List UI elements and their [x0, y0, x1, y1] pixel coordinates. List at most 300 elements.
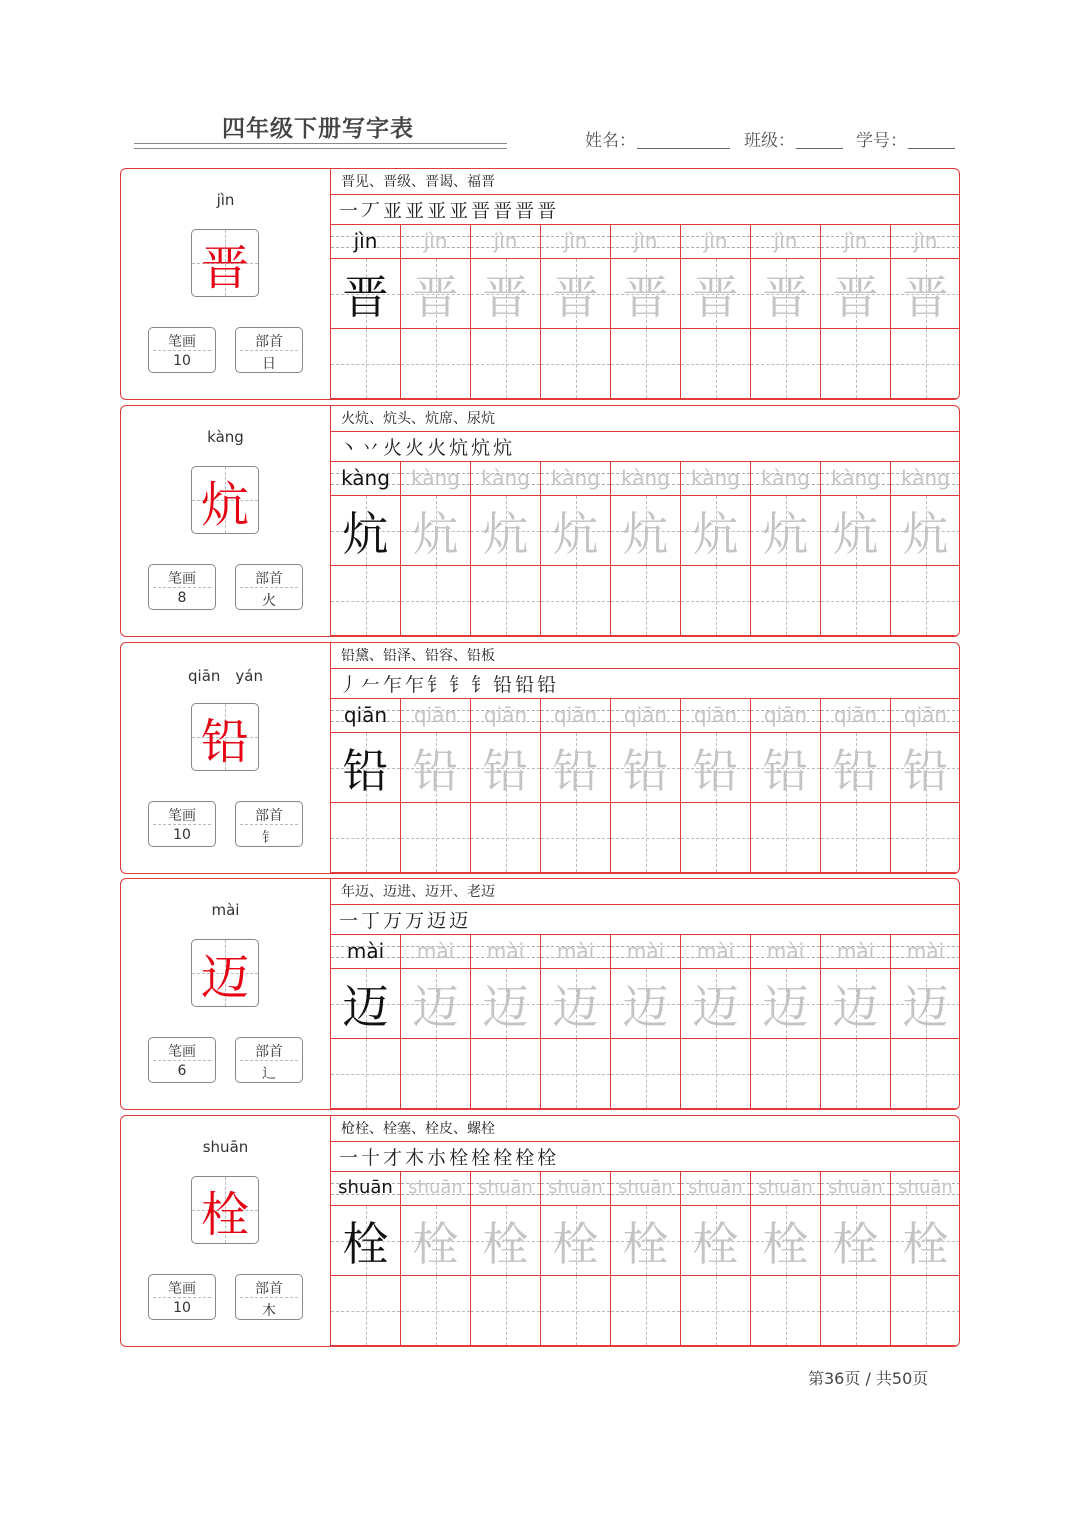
student-id-field[interactable]	[908, 148, 955, 149]
character-info-panel	[121, 643, 331, 873]
stroke-count-value: 10	[173, 1300, 191, 1316]
pinyin-practice-cell[interactable]	[401, 462, 471, 496]
practice-character: 炕	[342, 506, 389, 561]
blank-writing-cell[interactable]	[751, 566, 821, 636]
divider	[153, 350, 211, 351]
pinyin-label: mài	[211, 901, 240, 919]
stroke-step: 一	[339, 200, 359, 222]
blank-writing-cell[interactable]	[401, 803, 471, 873]
blank-writing-cell[interactable]	[401, 329, 471, 399]
title-underline	[134, 143, 507, 144]
character-practice-cell[interactable]	[541, 259, 611, 329]
pinyin-practice-text: jìn	[493, 229, 518, 253]
pinyin-practice-text: kàng	[341, 466, 390, 490]
model-character-box	[191, 229, 259, 297]
radical-label: 部首	[255, 808, 283, 824]
character-practice-cell[interactable]	[541, 969, 611, 1039]
pinyin-practice-text: shuān	[338, 1177, 393, 1198]
blank-writing-cell[interactable]	[331, 803, 401, 873]
stroke-step: 钅	[449, 674, 469, 696]
practice-grid	[331, 462, 959, 636]
practice-character: 铅	[412, 743, 459, 798]
example-words: 年迈、迈进、迈开、老迈	[331, 879, 959, 905]
pinyin-practice-cell[interactable]	[331, 225, 401, 259]
blank-writing-cell[interactable]	[541, 1039, 611, 1109]
character-practice-cell[interactable]	[821, 969, 891, 1039]
practice-character: 迈	[762, 979, 809, 1034]
pinyin-practice-cell[interactable]	[541, 935, 611, 969]
pinyin-practice-cell[interactable]	[401, 1172, 471, 1206]
character-practice-cell[interactable]	[331, 733, 401, 803]
character-practice-cell[interactable]	[401, 496, 471, 566]
pinyin-practice-text: mài	[906, 939, 945, 963]
pinyin-practice-cell[interactable]	[681, 225, 751, 259]
blank-writing-cell[interactable]	[751, 1039, 821, 1109]
stroke-step: 𠂉	[361, 674, 381, 696]
character-practice-cell[interactable]	[751, 969, 821, 1039]
pinyin-practice-cell[interactable]	[821, 935, 891, 969]
practice-grid	[331, 225, 959, 399]
character-practice-cell[interactable]	[611, 496, 681, 566]
example-words: 枪栓、栓塞、栓皮、螺栓	[331, 1116, 959, 1142]
practice-character: 铅	[832, 743, 879, 798]
practice-character: 迈	[552, 979, 599, 1034]
pinyin-practice-cell[interactable]	[681, 699, 751, 733]
stroke-count-value: 10	[173, 353, 191, 369]
stroke-count-label: 笔画	[168, 1281, 196, 1297]
pinyin-practice-text: mài	[416, 939, 455, 963]
pinyin-practice-text: shuān	[758, 1177, 813, 1198]
pinyin-practice-cell[interactable]	[471, 699, 541, 733]
character-practice-cell[interactable]	[751, 496, 821, 566]
blank-writing-cell[interactable]	[821, 329, 891, 399]
stroke-order-row	[331, 669, 959, 699]
pinyin-practice-text: shuān	[408, 1177, 463, 1198]
character-practice-cell[interactable]	[891, 1206, 960, 1276]
practice-character: 晋	[902, 269, 949, 324]
stroke-step: 丆	[361, 200, 381, 222]
pinyin-practice-cell[interactable]	[821, 462, 891, 496]
character-practice-cell[interactable]	[541, 496, 611, 566]
stroke-order-row	[331, 905, 959, 935]
character-practice-cell[interactable]	[401, 1206, 471, 1276]
student-id-label: 学号：	[856, 131, 907, 151]
character-info-panel	[121, 406, 331, 636]
character-practice-cell[interactable]	[471, 969, 541, 1039]
pinyin-practice-cell[interactable]	[331, 462, 401, 496]
blank-writing-cell[interactable]	[891, 566, 960, 636]
blank-writing-cell[interactable]	[681, 1276, 751, 1346]
stroke-step: 一	[339, 1147, 359, 1169]
character-card	[120, 405, 960, 637]
pinyin-practice-cell[interactable]	[611, 1172, 681, 1206]
pinyin-practice-cell[interactable]	[541, 462, 611, 496]
practice-character: 栓	[902, 1216, 949, 1271]
pinyin-label: shuān	[202, 1138, 249, 1156]
practice-character: 晋	[832, 269, 879, 324]
character-practice-cell[interactable]	[331, 1206, 401, 1276]
character-practice-cell[interactable]	[821, 259, 891, 329]
character-practice-cell[interactable]	[821, 496, 891, 566]
practice-character: 栓	[482, 1216, 529, 1271]
worksheet-title: 四年级下册写字表	[222, 116, 414, 142]
blank-writing-cell[interactable]	[681, 1039, 751, 1109]
class-field[interactable]	[796, 148, 843, 149]
pinyin-practice-cell[interactable]	[331, 699, 401, 733]
stroke-step: 木	[405, 1147, 425, 1169]
pinyin-practice-text: mài	[836, 939, 875, 963]
pinyin-label: kàng	[207, 428, 244, 446]
stroke-step: 才	[383, 1147, 403, 1169]
blank-writing-cell[interactable]	[471, 1276, 541, 1346]
blank-writing-cell[interactable]	[611, 566, 681, 636]
stroke-step: 栓	[515, 1147, 535, 1169]
blank-writing-cell[interactable]	[401, 1276, 471, 1346]
blank-writing-cell[interactable]	[681, 329, 751, 399]
character-practice-cell[interactable]	[821, 1206, 891, 1276]
divider	[153, 587, 211, 588]
blank-writing-cell[interactable]	[541, 803, 611, 873]
pinyin-practice-cell[interactable]	[821, 1172, 891, 1206]
blank-writing-cell[interactable]	[681, 803, 751, 873]
pinyin-practice-cell[interactable]	[401, 935, 471, 969]
character-practice-cell[interactable]	[751, 733, 821, 803]
character-practice-cell[interactable]	[401, 969, 471, 1039]
pinyin-practice-cell[interactable]	[401, 699, 471, 733]
practice-character: 铅	[692, 743, 739, 798]
pinyin-practice-text: kàng	[901, 466, 950, 490]
blank-writing-cell[interactable]	[401, 1039, 471, 1109]
model-character: 迈	[200, 949, 249, 1006]
practice-character: 迈	[902, 979, 949, 1034]
pinyin-practice-cell[interactable]	[751, 935, 821, 969]
pinyin-practice-text: mài	[766, 939, 805, 963]
model-character-box	[191, 466, 259, 534]
stroke-step: 炕	[449, 437, 469, 459]
blank-writing-cell[interactable]	[821, 566, 891, 636]
radical-label: 部首	[255, 571, 283, 587]
blank-writing-cell[interactable]	[751, 1276, 821, 1346]
blank-writing-cell[interactable]	[891, 1276, 960, 1346]
radical-value: 辶	[262, 1066, 276, 1082]
character-card	[120, 642, 960, 874]
blank-writing-cell[interactable]	[821, 803, 891, 873]
name-label: 姓名：	[585, 131, 636, 151]
stroke-step: 丷	[361, 437, 381, 459]
blank-writing-cell[interactable]	[821, 1039, 891, 1109]
example-words: 火炕、炕头、炕席、尿炕	[331, 406, 959, 432]
stroke-count-box	[148, 801, 216, 847]
radical-value: 火	[262, 593, 276, 609]
pinyin-practice-cell[interactable]	[611, 935, 681, 969]
character-practice-cell[interactable]	[751, 259, 821, 329]
pinyin-practice-cell[interactable]	[471, 462, 541, 496]
character-practice-cell[interactable]	[891, 733, 960, 803]
blank-writing-cell[interactable]	[471, 566, 541, 636]
blank-writing-cell[interactable]	[821, 1276, 891, 1346]
practice-character: 晋	[482, 269, 529, 324]
pinyin-practice-cell[interactable]	[401, 225, 471, 259]
practice-character: 栓	[762, 1216, 809, 1271]
pinyin-practice-text: mài	[626, 939, 665, 963]
stroke-count-box	[148, 327, 216, 373]
stroke-count-value: 10	[173, 827, 191, 843]
stroke-step: 晋	[471, 200, 491, 222]
pinyin-practice-text: mài	[556, 939, 595, 963]
pinyin-practice-text: jìn	[353, 229, 378, 253]
character-practice-cell[interactable]	[681, 496, 751, 566]
blank-writing-cell[interactable]	[331, 1039, 401, 1109]
practice-grid	[331, 699, 959, 873]
blank-writing-cell[interactable]	[891, 803, 960, 873]
pinyin-practice-text: shuān	[548, 1177, 603, 1198]
blank-writing-cell[interactable]	[611, 1276, 681, 1346]
pinyin-practice-cell[interactable]	[681, 1172, 751, 1206]
model-character-box	[191, 703, 259, 771]
pinyin-practice-cell[interactable]	[681, 462, 751, 496]
stroke-count-box	[148, 1037, 216, 1083]
practice-character: 炕	[622, 506, 669, 561]
blank-writing-cell[interactable]	[331, 1276, 401, 1346]
pinyin-practice-cell[interactable]	[891, 225, 960, 259]
pinyin-practice-cell[interactable]	[891, 1172, 960, 1206]
character-practice-cell[interactable]	[471, 496, 541, 566]
stroke-step: 钅	[427, 674, 447, 696]
character-practice-cell[interactable]	[891, 969, 960, 1039]
pinyin-label: jìn	[216, 191, 235, 209]
pinyin-practice-cell[interactable]	[751, 1172, 821, 1206]
pinyin-practice-cell[interactable]	[471, 935, 541, 969]
stroke-step: 火	[383, 437, 403, 459]
pinyin-practice-cell[interactable]	[821, 699, 891, 733]
pinyin-practice-cell[interactable]	[611, 699, 681, 733]
radical-value: 日	[262, 356, 276, 372]
pinyin-practice-text: jìn	[563, 229, 588, 253]
stroke-step: 丿	[339, 674, 359, 696]
pinyin-practice-text: mài	[346, 939, 385, 963]
practice-character: 炕	[832, 506, 879, 561]
blank-writing-cell[interactable]	[541, 1276, 611, 1346]
practice-character: 炕	[762, 506, 809, 561]
practice-character: 炕	[482, 506, 529, 561]
character-card	[120, 1115, 960, 1347]
blank-writing-cell[interactable]	[891, 329, 960, 399]
blank-writing-cell[interactable]	[471, 1039, 541, 1109]
character-practice-cell[interactable]	[891, 259, 960, 329]
stroke-count-box	[148, 1274, 216, 1320]
character-practice-cell[interactable]	[611, 969, 681, 1039]
blank-writing-cell[interactable]	[751, 803, 821, 873]
blank-writing-cell[interactable]	[681, 566, 751, 636]
practice-panel	[331, 406, 959, 636]
stroke-count-box	[148, 564, 216, 610]
practice-panel	[331, 1116, 959, 1346]
character-practice-cell[interactable]	[401, 259, 471, 329]
class-label: 班级：	[744, 131, 795, 151]
stroke-step: 晋	[493, 200, 513, 222]
character-practice-cell[interactable]	[471, 1206, 541, 1276]
practice-character: 迈	[692, 979, 739, 1034]
pinyin-practice-cell[interactable]	[541, 225, 611, 259]
blank-writing-cell[interactable]	[751, 329, 821, 399]
stroke-step: 火	[405, 437, 425, 459]
radical-label: 部首	[255, 334, 283, 350]
stroke-step: 炕	[471, 437, 491, 459]
character-practice-cell[interactable]	[401, 733, 471, 803]
practice-character: 晋	[552, 269, 599, 324]
character-info-panel	[121, 879, 331, 1109]
character-practice-cell[interactable]	[331, 496, 401, 566]
character-practice-cell[interactable]	[681, 969, 751, 1039]
character-practice-cell[interactable]	[681, 259, 751, 329]
stroke-order-row	[331, 1142, 959, 1172]
character-practice-cell[interactable]	[681, 1206, 751, 1276]
character-practice-cell[interactable]	[331, 259, 401, 329]
pinyin-practice-text: kàng	[831, 466, 880, 490]
pinyin-practice-cell[interactable]	[611, 225, 681, 259]
blank-writing-cell[interactable]	[611, 1039, 681, 1109]
stroke-step: 晋	[537, 200, 557, 222]
practice-character: 栓	[412, 1216, 459, 1271]
example-words: 铅黛、铅泽、铅容、铅板	[331, 643, 959, 669]
character-practice-cell[interactable]	[751, 1206, 821, 1276]
model-character: 晋	[200, 239, 249, 296]
blank-writing-cell[interactable]	[331, 329, 401, 399]
practice-character: 迈	[482, 979, 529, 1034]
pinyin-practice-text: qiān	[413, 703, 458, 727]
divider	[153, 824, 211, 825]
character-practice-cell[interactable]	[611, 259, 681, 329]
stroke-step: 一	[339, 910, 359, 932]
stroke-order-row	[331, 195, 959, 225]
stroke-step: 亚	[427, 200, 447, 222]
radical-box	[235, 1037, 303, 1083]
character-practice-cell[interactable]	[471, 259, 541, 329]
practice-character: 炕	[902, 506, 949, 561]
radical-value: 木	[262, 1303, 276, 1319]
stroke-step: 十	[361, 1147, 381, 1169]
pinyin-practice-cell[interactable]	[751, 225, 821, 259]
blank-writing-cell[interactable]	[611, 329, 681, 399]
divider	[240, 1297, 298, 1298]
stroke-step: 乍	[405, 674, 425, 696]
pinyin-practice-cell[interactable]	[541, 1172, 611, 1206]
stroke-step: 亚	[449, 200, 469, 222]
practice-character: 迈	[342, 979, 389, 1034]
blank-writing-cell[interactable]	[891, 1039, 960, 1109]
pinyin-practice-text: qiān	[693, 703, 738, 727]
pinyin-practice-cell[interactable]	[331, 935, 401, 969]
pinyin-practice-text: qiān	[763, 703, 808, 727]
practice-character: 栓	[342, 1216, 389, 1271]
practice-character: 铅	[482, 743, 529, 798]
blank-writing-cell[interactable]	[471, 803, 541, 873]
pinyin-practice-cell[interactable]	[611, 462, 681, 496]
pinyin-practice-cell[interactable]	[541, 699, 611, 733]
pinyin-practice-cell[interactable]	[751, 699, 821, 733]
model-character-box	[191, 1176, 259, 1244]
practice-character: 铅	[762, 743, 809, 798]
pinyin-practice-text: qiān	[833, 703, 878, 727]
practice-character: 栓	[552, 1216, 599, 1271]
stroke-step: 亚	[383, 200, 403, 222]
blank-writing-cell[interactable]	[471, 329, 541, 399]
stroke-step: 丶	[339, 437, 359, 459]
pinyin-practice-cell[interactable]	[821, 225, 891, 259]
blank-writing-cell[interactable]	[401, 566, 471, 636]
practice-character: 晋	[342, 269, 389, 324]
practice-panel	[331, 169, 959, 399]
character-practice-cell[interactable]	[611, 1206, 681, 1276]
character-practice-cell[interactable]	[541, 733, 611, 803]
stroke-count-label: 笔画	[168, 1044, 196, 1060]
model-character: 栓	[200, 1186, 249, 1243]
pinyin-practice-cell[interactable]	[681, 935, 751, 969]
divider	[153, 1297, 211, 1298]
radical-box	[235, 1274, 303, 1320]
pinyin-practice-text: qiān	[623, 703, 668, 727]
pinyin-practice-cell[interactable]	[471, 225, 541, 259]
pinyin-practice-cell[interactable]	[331, 1172, 401, 1206]
name-field[interactable]	[637, 148, 730, 149]
pinyin-practice-cell[interactable]	[891, 699, 960, 733]
practice-character: 迈	[622, 979, 669, 1034]
pinyin-practice-text: jìn	[633, 229, 658, 253]
character-practice-cell[interactable]	[891, 496, 960, 566]
character-practice-cell[interactable]	[681, 733, 751, 803]
blank-writing-cell[interactable]	[611, 803, 681, 873]
pinyin-practice-text: kàng	[481, 466, 530, 490]
pinyin-practice-cell[interactable]	[471, 1172, 541, 1206]
practice-character: 炕	[412, 506, 459, 561]
stroke-step: 栓	[449, 1147, 469, 1169]
pinyin-practice-cell[interactable]	[891, 935, 960, 969]
title-underline-2	[134, 148, 507, 149]
practice-character: 晋	[762, 269, 809, 324]
stroke-count-value: 8	[177, 590, 187, 606]
practice-character: 迈	[832, 979, 879, 1034]
divider	[240, 1060, 298, 1061]
stroke-step: 炕	[493, 437, 513, 459]
practice-panel	[331, 643, 959, 873]
blank-writing-cell[interactable]	[331, 566, 401, 636]
practice-character: 晋	[692, 269, 739, 324]
stroke-step: 栓	[537, 1147, 557, 1169]
character-practice-cell[interactable]	[471, 733, 541, 803]
character-practice-cell[interactable]	[331, 969, 401, 1039]
model-character: 铅	[200, 713, 249, 770]
example-words: 晋见、晋级、晋谒、福晋	[331, 169, 959, 195]
character-practice-cell[interactable]	[821, 733, 891, 803]
blank-writing-cell[interactable]	[541, 566, 611, 636]
pinyin-practice-cell[interactable]	[751, 462, 821, 496]
stroke-step: 丁	[361, 910, 381, 932]
stroke-step: 铅	[515, 674, 535, 696]
character-practice-cell[interactable]	[541, 1206, 611, 1276]
pinyin-practice-cell[interactable]	[891, 462, 960, 496]
pinyin-practice-text: jìn	[843, 229, 868, 253]
blank-writing-cell[interactable]	[541, 329, 611, 399]
practice-character: 栓	[692, 1216, 739, 1271]
pinyin-practice-text: kàng	[621, 466, 670, 490]
stroke-count-label: 笔画	[168, 571, 196, 587]
radical-label: 部首	[255, 1281, 283, 1297]
stroke-step: 万	[383, 910, 403, 932]
pinyin-practice-text: shuān	[828, 1177, 883, 1198]
pinyin-practice-text: shuān	[898, 1177, 953, 1198]
pinyin-practice-text: shuān	[478, 1177, 533, 1198]
character-practice-cell[interactable]	[611, 733, 681, 803]
